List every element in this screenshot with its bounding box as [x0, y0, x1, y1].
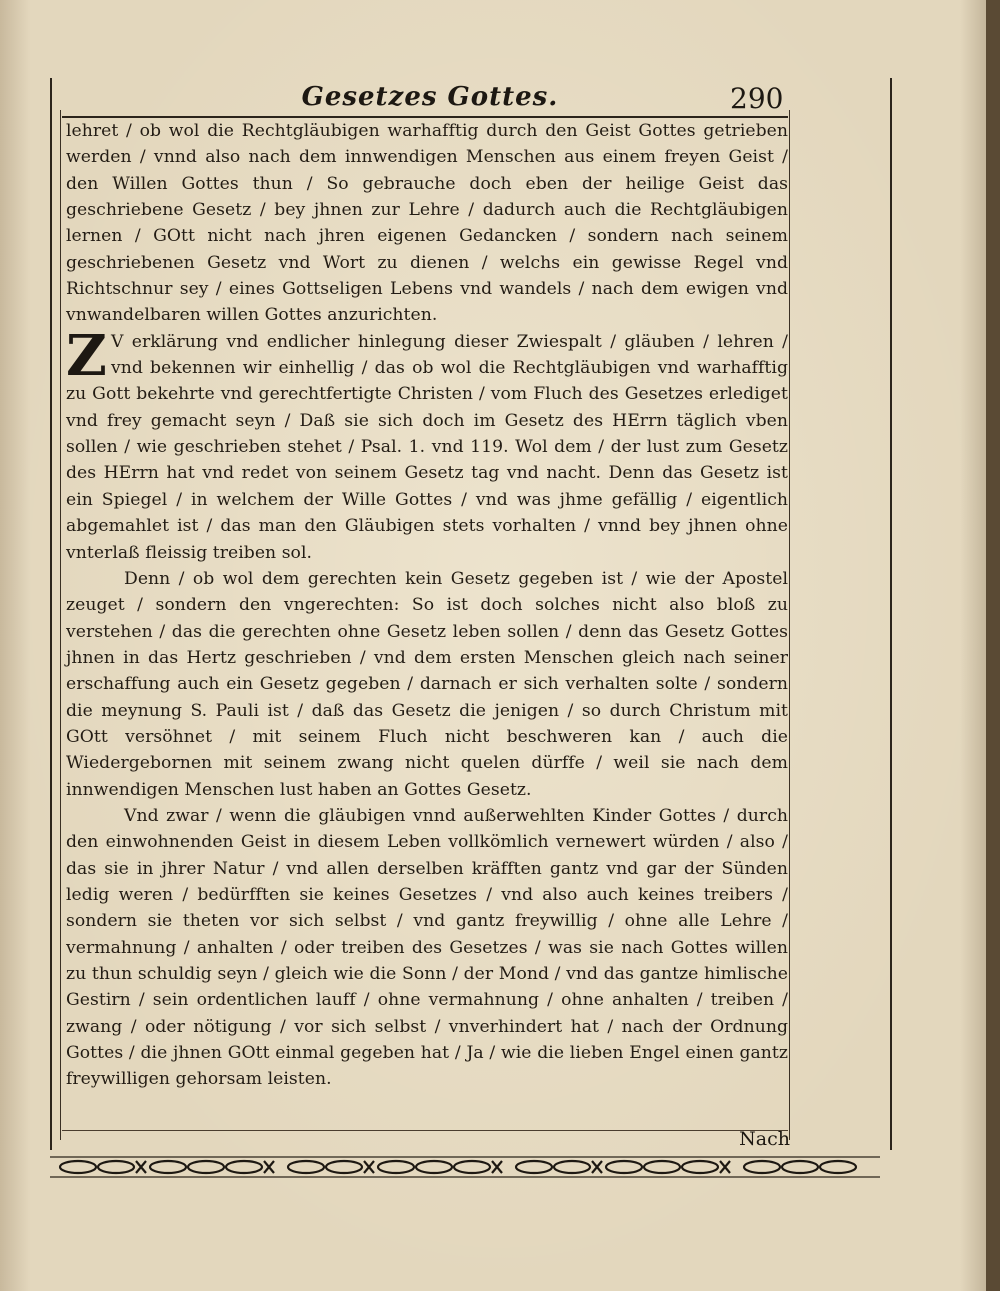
paragraph-1: lehret / ob wol die Rechtgläubigen warhafftig durch den Geist Gottes getrieben werden / vnnd also nach dem innwendigen Menschen aus einem freyen Geist / den Willen Gottes thun / So gebrauche doch eben der heilige Geist das geschriebene Gesetz / bey jhnen zur Lehre / dadurch auch die Rechtgläubigen lernen / GOtt nicht nach jhren eigenen Gedancken / sondern nach seinem geschriebenen Gesetz vnd Wort zu dienen / welchs ein gewisse Regel vnd Richtschnur sey / eines Gottseligen Lebens vnd wandels / nach dem ewigen vnd vnwandelbaren willen Gottes anzurichten. [66, 121, 788, 326]
body-text [66, 118, 788, 1128]
ornament-band [50, 1152, 880, 1182]
binding-edge [986, 0, 1000, 1291]
paragraph-3: Denn / ob wol dem gerechten kein Gesetz gegeben ist / wie der Apostel zeuget / sondern den vngerechten: So ist doch solches nicht also bloß zu verstehen / das die gerechten ohne Gesetz leben sollen / denn das Gesetz Gottes jhnen in das Hertz geschrieben / vnd dem ersten Menschen gleich nach seiner erschaffung auch ein Gesetz gegeben / darnach er sich verhalten solte / sondern die meynung S. Pauli ist / daß das Gesetz die jenigen / so durch Christum mit GOtt versöhnet / mit seinem Fluch nicht beschweren kan / auch die Wiedergebornen mit seinem zwang nicht quelen dürffe / weil sie nach dem innwendigen Menschen lust haben an Gottes Gesetz. [66, 568, 788, 800]
running-title: Gesetzes Gottes. [301, 82, 559, 112]
catchword: Nach [739, 1128, 790, 1150]
page-number: 290 [730, 82, 784, 115]
paragraph-2-text: V erklärung vnd endlicher hinlegung dieser Zwiespalt / gläuben / lehren / vnd bekennen wir einhellig / das ob wol die Rechtgläubigen vnd warhafftig zu Gott bekehrte vnd gerechtfertigte Christen / vom Fluch des Gesetzes erlediget vnd frey gemacht seyn / Daß sie sich doch im Gesetz des HErrn täglich vben sollen / wie geschrieben stehet / Psal. 1. vnd 119. Wol dem / der lust zum Gesetz des HErrn hat vnd redet von seinem Gesetz tag vnd nacht. Denn das Gesetz ist ein Spiegel / in welchem der Wille Gottes / vnd was jhme gefällig / eigentlich abgemahlet ist / das man den Gläubigen stets vorhalten / vnnd bey jhnen ohne vnterlaß fleissig treiben sol. [66, 331, 788, 563]
drop-cap-initial: Z [66, 322, 107, 389]
paragraph-2 [66, 322, 788, 566]
bottom-rule [62, 1130, 788, 1131]
paragraph-4: Vnd zwar / wenn die gläubigen vnnd außerwehlten Kinder Gottes / durch den einwohnenden Geist in diesem Leben vollkömlich vernewert würden / also / das sie in jhrer Natur / vnd allen derselben kräfften gantz vnd gar der Sünden ledig weren / bedürfften sie keines Gesetzes / vnd also auch keines treibers / sondern sie theten vor sich selbst / vnd gantz freywillig / ohne alle Lehre / vermahnung / anhalten / oder treiben des Gesetzes / was sie nach Gottes willen zu thun schuldig seyn / gleich wie die Sonn / der Mond / vnd das gantze himlische Gestirn / sein ordentlichen lauff / ohne vermahnung / ohne anhalten / treiben / zwang / oder nötigung / vor sich selbst / vnverhindert hat / nach der Ordnung Gottes / die jhnen GOtt einmal gegeben hat / Ja / wie die lieben Engel einen gantz freywilligen gehorsam leisten. [66, 805, 788, 1090]
